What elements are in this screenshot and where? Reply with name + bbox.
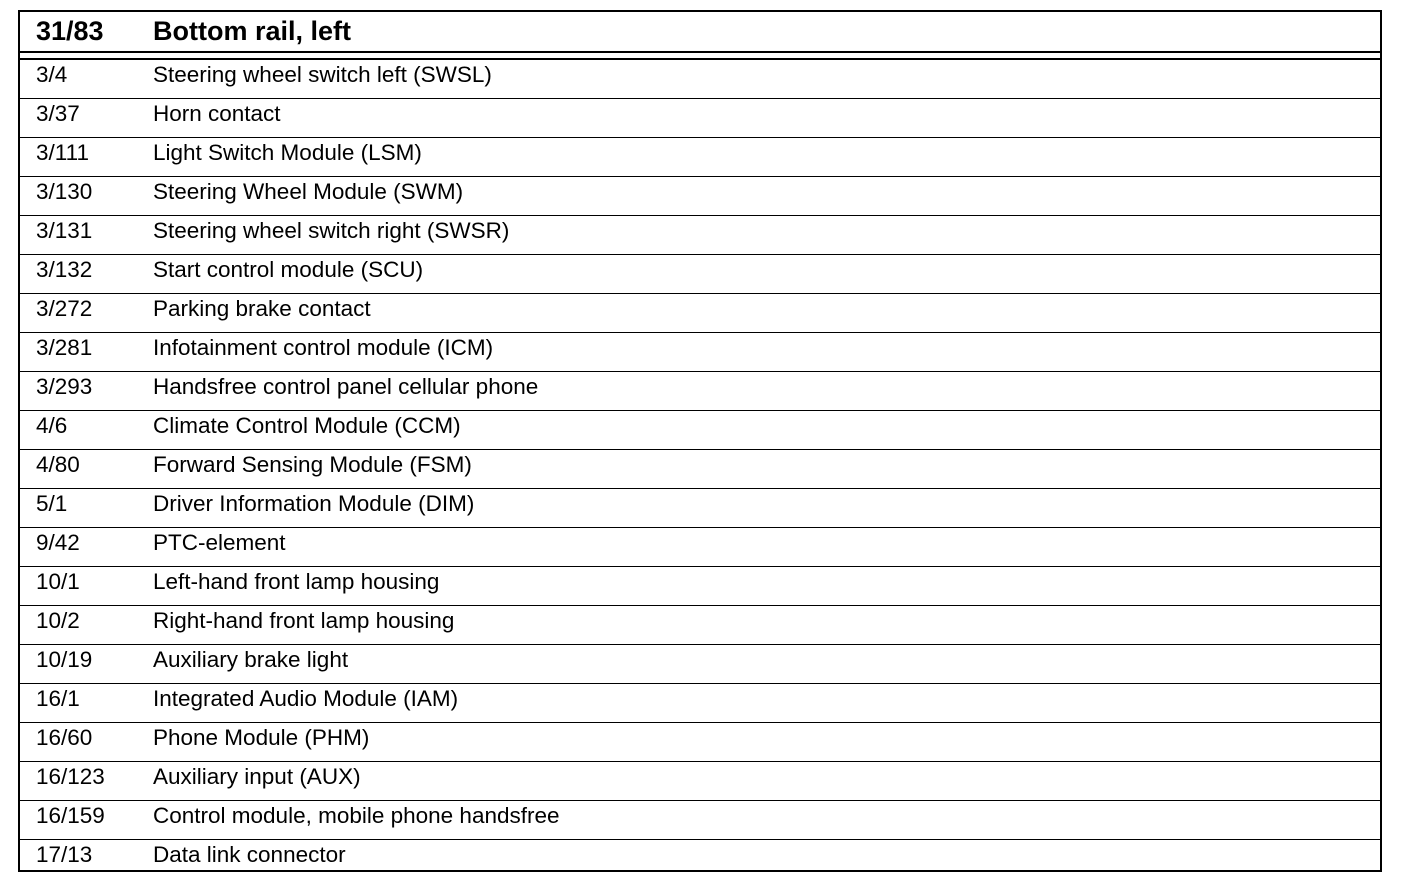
component-description: Auxiliary brake light: [153, 647, 349, 672]
component-code: 4/80: [36, 452, 80, 477]
component-code: 3/131: [36, 218, 93, 243]
component-code: 3/4: [36, 62, 68, 87]
component-code: 16/1: [36, 686, 80, 711]
component-code: 10/2: [36, 608, 80, 633]
component-code: 3/37: [36, 101, 80, 126]
component-description: Start control module (SCU): [153, 257, 424, 282]
component-description: Forward Sensing Module (FSM): [153, 452, 472, 477]
component-table: [18, 10, 1382, 872]
header-title: Bottom rail, left: [153, 16, 352, 46]
component-code: 17/13: [36, 842, 93, 867]
table-row: [20, 333, 1380, 372]
table-row: [20, 606, 1380, 645]
component-code: 3/272: [36, 296, 93, 321]
component-code: 10/19: [36, 647, 93, 672]
component-description: Left-hand front lamp housing: [153, 569, 440, 594]
component-code: 3/111: [36, 140, 89, 165]
component-description: Phone Module (PHM): [153, 725, 370, 750]
component-description: Auxiliary input (AUX): [153, 764, 361, 789]
component-description: PTC-element: [153, 530, 286, 555]
component-description: Parking brake contact: [153, 296, 371, 321]
component-description: Steering Wheel Module (SWM): [153, 179, 464, 204]
component-code: 4/6: [36, 413, 68, 438]
table-body: [20, 60, 1380, 879]
component-description: Integrated Audio Module (IAM): [153, 686, 459, 711]
component-description: Driver Information Module (DIM): [153, 491, 475, 516]
component-description: Handsfree control panel cellular phone: [153, 374, 539, 399]
component-description: Climate Control Module (CCM): [153, 413, 461, 438]
table-row: [20, 99, 1380, 138]
table-row: [20, 177, 1380, 216]
table-row: [20, 138, 1380, 177]
table-row: [20, 216, 1380, 255]
component-code: 16/123: [36, 764, 105, 789]
table-row: [20, 645, 1380, 684]
component-description: Right-hand front lamp housing: [153, 608, 455, 633]
table-row: [20, 60, 1380, 99]
component-description: Horn contact: [153, 101, 281, 126]
table-row: [20, 411, 1380, 450]
table-header: [20, 12, 1380, 53]
component-code: 3/281: [36, 335, 93, 360]
table-row: [20, 684, 1380, 723]
component-code: 3/293: [36, 374, 93, 399]
component-description: Steering wheel switch right (SWSR): [153, 218, 510, 243]
component-code: 10/1: [36, 569, 80, 594]
table-row: [20, 255, 1380, 294]
header-code: 31/83: [36, 16, 104, 46]
table-row: [20, 489, 1380, 528]
table-row: [20, 372, 1380, 411]
component-code: 9/42: [36, 530, 80, 555]
table-row: [20, 528, 1380, 567]
component-code: 16/159: [36, 803, 105, 828]
component-code: 3/132: [36, 257, 93, 282]
component-description: Data link connector: [153, 842, 346, 867]
table-row: [20, 294, 1380, 333]
table-row: [20, 762, 1380, 801]
component-description: Control module, mobile phone handsfree: [153, 803, 560, 828]
component-description: Steering wheel switch left (SWSL): [153, 62, 492, 87]
table-row: [20, 840, 1380, 879]
component-description: Infotainment control module (ICM): [153, 335, 494, 360]
component-description: Light Switch Module (LSM): [153, 140, 422, 165]
component-code: 16/60: [36, 725, 93, 750]
table-row: [20, 450, 1380, 489]
table-row: [20, 723, 1380, 762]
component-code: 3/130: [36, 179, 93, 204]
component-code: 5/1: [36, 491, 68, 516]
table-row: [20, 801, 1380, 840]
table-row: [20, 567, 1380, 606]
